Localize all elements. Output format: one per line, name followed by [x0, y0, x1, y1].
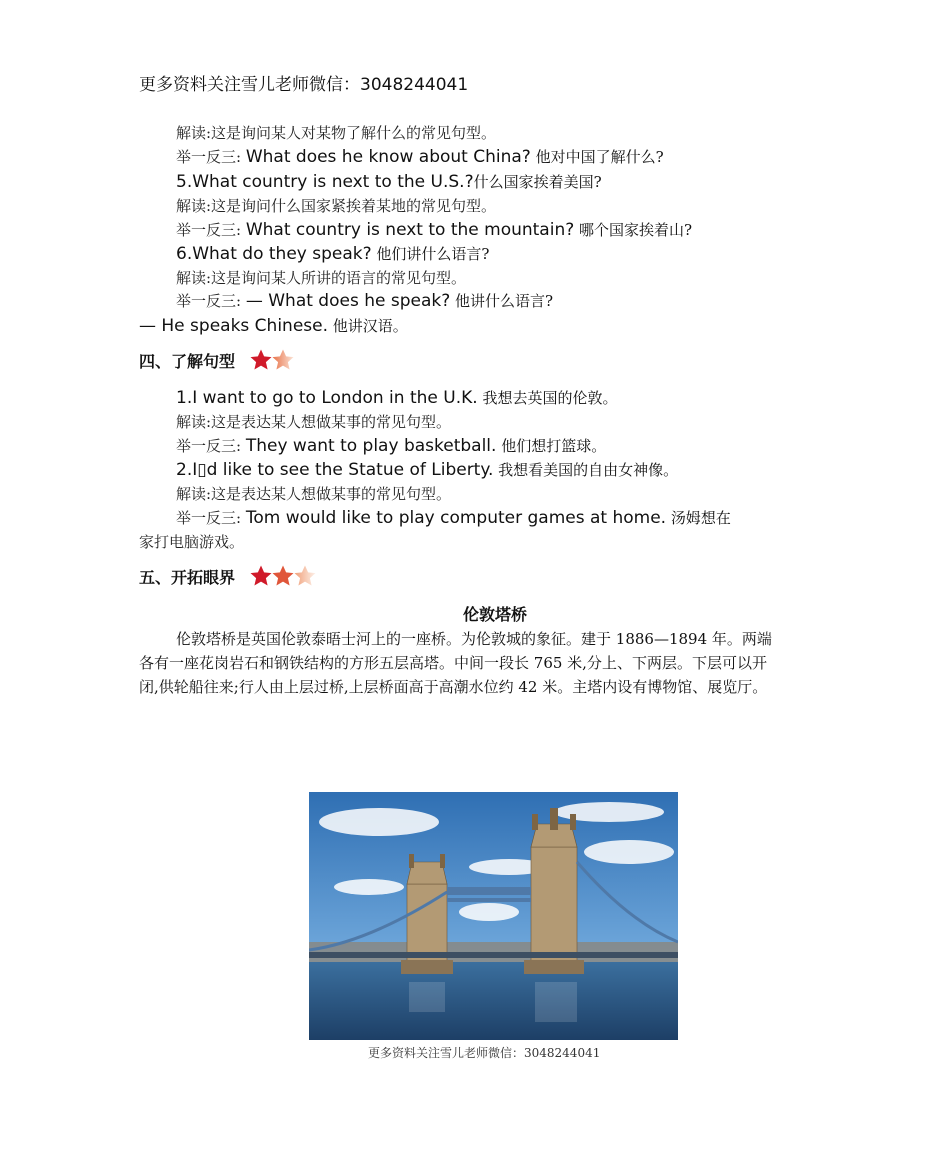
example-lead: 举一反三:: [176, 292, 246, 310]
section-heading-5: [139, 564, 315, 588]
sentence-line: [176, 459, 678, 481]
section-heading-4: [139, 348, 293, 372]
sentence-zh: 我想去英国的伦敦。: [477, 389, 618, 407]
example-en: — What does he speak?: [245, 291, 451, 311]
example-en: Tom would like to play computer games at home.: [245, 508, 667, 528]
section-title: 四、了解句型: [139, 351, 236, 371]
answer-en: — He speaks Chinese.: [139, 316, 329, 336]
example-zh: 他对中国了解什么?: [530, 148, 664, 166]
sentence-line: [176, 171, 602, 193]
example-en: What does he know about China?: [245, 147, 531, 167]
example-line: [176, 219, 692, 241]
sentence-zh: 他们讲什么语言?: [371, 245, 490, 263]
explanation-line: 解读:这是表达某人想做某事的常见句型。: [176, 485, 452, 503]
star-rating: [249, 348, 293, 372]
example-continuation: 家打电脑游戏。: [139, 533, 245, 551]
example-lead: 举一反三:: [176, 221, 246, 239]
example-line: [176, 435, 606, 457]
answer-zh: 他讲汉语。: [328, 317, 408, 335]
page-header: 更多资料关注雪儿老师微信：3048244041: [139, 75, 469, 95]
sentence-zh: 我想看美国的自由女神像。: [493, 461, 679, 479]
sentence-en: 6.What do they speak?: [176, 244, 372, 264]
sentence-zh: 什么国家挨着美国?: [473, 173, 602, 191]
section-title: 五、开拓眼界: [139, 567, 236, 587]
explanation-line: 解读:这是询问某人对某物了解什么的常见句型。: [176, 124, 497, 142]
article-body: [139, 627, 784, 699]
example-en: They want to play basketball.: [245, 436, 497, 456]
explanation-line: 解读:这是表达某人想做某事的常见句型。: [176, 413, 452, 431]
star-half-icon: [271, 348, 295, 372]
sentence-en: 5.What country is next to the U.S.?: [176, 172, 474, 192]
example-zh: 他讲什么语言?: [450, 292, 554, 310]
example-lead: 举一反三:: [176, 148, 246, 166]
page-footer: 更多资料关注雪儿老师微信：3048244041: [368, 1046, 601, 1060]
article-title: 伦敦塔桥: [462, 605, 527, 624]
example-line: [176, 146, 664, 168]
article-body-text: 伦敦塔桥是英国伦敦泰晤士河上的一座桥。为伦敦城的象征。建于 1886—1894 年。两端各有一座花岗岩石和钢铁结构的方形五层高塔。中间一段长 765 米,分上、下两层。下层可以开闭,供轮船往来;行人由上层过桥,上层桥面高于高潮水位约 42 米。主塔内设有博物馆、展览厅。: [139, 630, 772, 696]
sentence-en: 2.I▯d like to see the Statue of Liberty.: [176, 460, 494, 480]
example-zh: 汤姆想在: [666, 509, 731, 527]
sentence-line: [176, 243, 489, 265]
example-lead: 举一反三:: [176, 437, 246, 455]
star-rating: [249, 564, 315, 588]
example-line: [176, 507, 731, 529]
example-en: What country is next to the mountain?: [245, 220, 575, 240]
sentence-en: 1.I want to go to London in the U.K.: [176, 388, 478, 408]
explanation-line: 解读:这是询问某人所讲的语言的常见句型。: [176, 269, 467, 287]
sentence-line: [176, 387, 617, 409]
star-icon: [249, 564, 273, 588]
example-line: [176, 290, 553, 312]
answer-line: [139, 315, 408, 337]
star-half-icon: [293, 564, 317, 588]
star-icon: [271, 564, 295, 588]
example-lead: 举一反三:: [176, 509, 246, 527]
explanation-line: 解读:这是询问什么国家紧挨着某地的常见句型。: [176, 197, 497, 215]
tower-bridge-photo: [309, 792, 678, 1040]
example-zh: 他们想打篮球。: [496, 437, 607, 455]
star-icon: [249, 348, 273, 372]
example-zh: 哪个国家挨着山?: [574, 221, 693, 239]
